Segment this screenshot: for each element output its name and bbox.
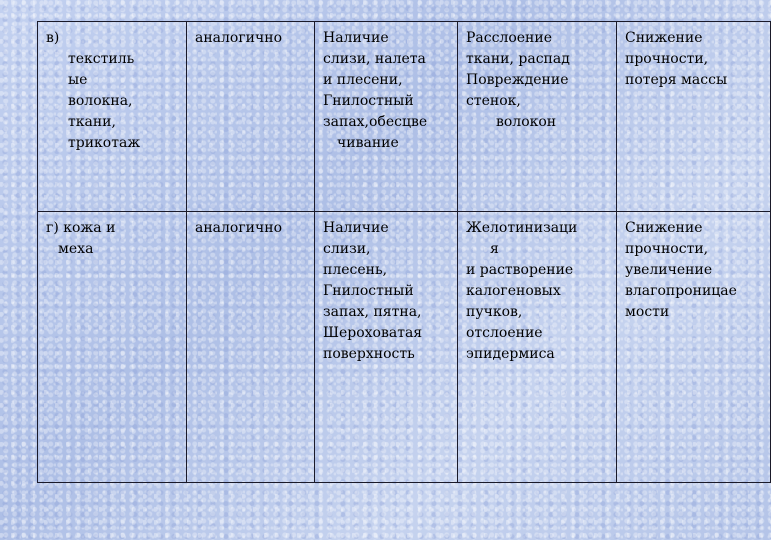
- cell-line: слизи, налета: [323, 51, 426, 67]
- cell-line: увеличение: [625, 262, 713, 278]
- signs-cell: [315, 212, 458, 483]
- cell-line: запах, пятна,: [323, 304, 422, 320]
- cell-line: текстиль: [68, 51, 135, 67]
- cell-line: поверхность: [323, 346, 415, 362]
- table-row: [38, 212, 771, 483]
- cell-line: аналогично: [195, 220, 283, 236]
- cell-line: ткани, распад: [466, 51, 570, 67]
- table-row: [38, 22, 771, 212]
- cell-line: отслоение: [466, 325, 543, 341]
- cell-line: Шероховатая: [323, 325, 423, 341]
- cell-line: аналогично: [195, 30, 283, 46]
- cell-line: прочности,: [625, 241, 709, 257]
- cell-line: и плесени,: [323, 72, 403, 88]
- cell-line: Наличие: [323, 220, 389, 236]
- cell-line: калогеновых: [466, 283, 561, 299]
- cell-line: эпидермиса: [466, 346, 555, 362]
- causes-cell: [187, 22, 315, 212]
- cell-line: Наличие: [323, 30, 389, 46]
- cell-line: стенок,: [466, 93, 521, 109]
- cell-line: я: [490, 241, 499, 257]
- effects-cell: [617, 212, 771, 483]
- cell-line: и растворение: [466, 262, 574, 278]
- material-cell: [38, 22, 187, 212]
- cell-line: пучков,: [466, 304, 523, 320]
- cell-line: Желотинизаци: [466, 220, 578, 236]
- cell-line: потеря массы: [625, 72, 728, 88]
- cell-line: волокна,: [68, 93, 133, 109]
- cell-line: Снижение: [625, 30, 703, 46]
- cell-line: мости: [625, 304, 670, 320]
- cell-line: чивание: [337, 135, 399, 151]
- cell-line: г) кожа и: [46, 220, 116, 236]
- cell-line: меха: [58, 241, 94, 257]
- effects-cell: [617, 22, 771, 212]
- cell-line: волокон: [496, 114, 557, 130]
- cell-line: трикотаж: [68, 135, 141, 151]
- cell-line: запах,обесцве: [323, 114, 428, 130]
- cell-line: плесень,: [323, 262, 388, 278]
- causes-cell: [187, 212, 315, 483]
- cell-line: влагопроницае: [625, 283, 737, 299]
- signs-cell: [315, 22, 458, 212]
- cell-line: Снижение: [625, 220, 703, 236]
- cell-line: Повреждение: [466, 72, 569, 88]
- cell-line: в): [46, 30, 60, 46]
- cell-line: ые: [68, 72, 88, 88]
- changes-cell: [458, 212, 617, 483]
- properties-table: [37, 21, 771, 483]
- cell-line: прочности,: [625, 51, 709, 67]
- material-cell: [38, 212, 187, 483]
- cell-line: слизи,: [323, 241, 371, 257]
- cell-line: Гнилостный: [323, 283, 414, 299]
- cell-line: Расслоение: [466, 30, 553, 46]
- cell-line: ткани,: [68, 114, 116, 130]
- cell-line: Гнилостный: [323, 93, 414, 109]
- changes-cell: [458, 22, 617, 212]
